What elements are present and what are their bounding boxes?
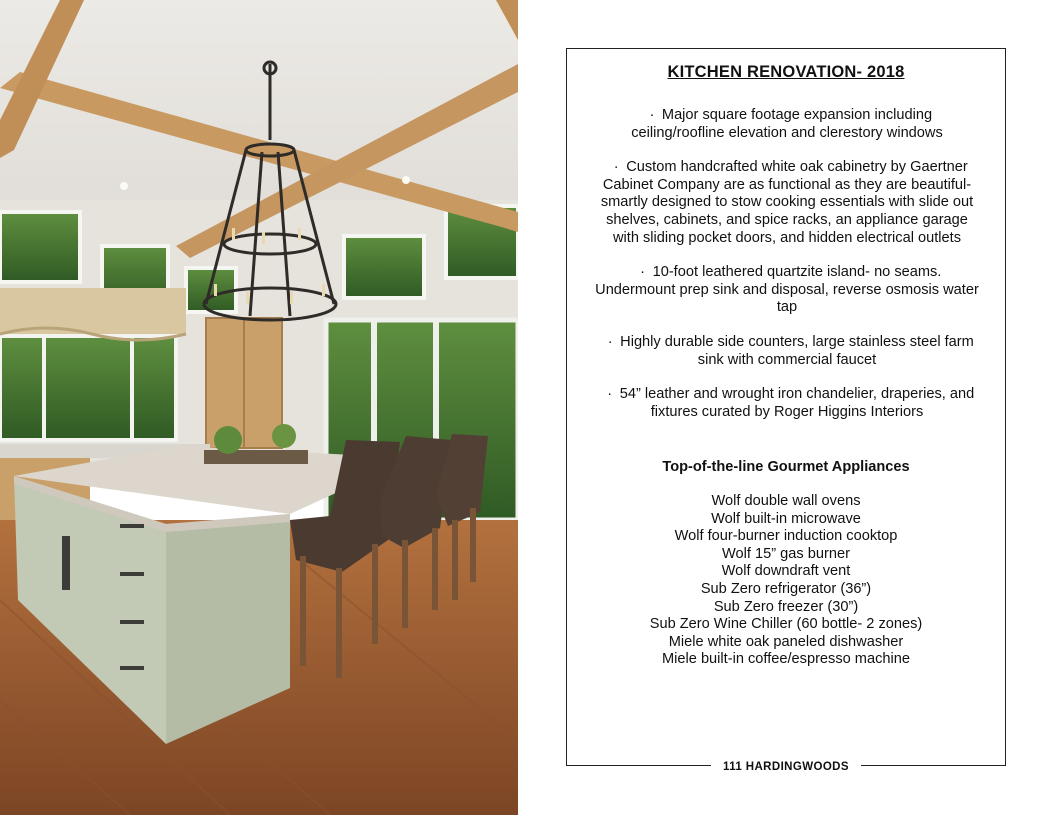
appliance-list <box>567 493 1005 669</box>
kitchen-photo <box>0 0 518 815</box>
appliance-item: Miele built-in coffee/espresso machine <box>662 651 910 668</box>
feature-item <box>595 159 979 247</box>
feature-item <box>595 334 979 369</box>
appliances-heading: Top-of-the-line Gourmet Appliances <box>662 459 910 475</box>
feature-item <box>595 386 979 421</box>
appliance-item: Wolf four-burner induction cooktop <box>674 528 898 545</box>
appliance-item: Sub Zero refrigerator (36”) <box>700 580 872 597</box>
feature-item <box>595 107 979 142</box>
appliance-item: Sub Zero Wine Chiller (60 bottle- 2 zones) <box>649 616 923 633</box>
footer-address: 111 HARDINGWOODS <box>711 761 861 773</box>
feature-list <box>595 107 979 438</box>
renovation-panel <box>566 48 1006 773</box>
bullet-marker: · <box>607 333 613 350</box>
feature-text: Highly durable side counters, large stainless steel farm sink with commercial faucet <box>620 333 974 368</box>
bullet-marker: · <box>649 107 655 123</box>
page-title: KITCHEN RENOVATION- 2018 <box>667 63 905 81</box>
appliance-item: Wolf built-in microwave <box>711 510 861 527</box>
appliance-item: Wolf downdraft vent <box>721 563 851 580</box>
bullet-marker: · <box>613 159 619 176</box>
bullet-marker: · <box>640 264 646 281</box>
appliance-item: Wolf double wall ovens <box>711 493 861 509</box>
bullet-marker: · <box>607 386 613 403</box>
feature-text: 54” leather and wrought iron chandelier, draperies, and fixtures curated by Roger Higgins Interiors <box>619 386 975 420</box>
feature-text: 10-foot leathered quartzite island- no seams. Undermount prep sink and disposal, reverse osmosis water tap <box>595 264 979 316</box>
feature-text: Custom handcrafted white oak cabinetry by Gaertner Cabinet Company are as functional as they are beautiful- smartly designed to stow cooking essentials with slide out shelves, cabinets, and spice racks, an appliance garage with sliding pocket doors, and hidden electrical outlets <box>600 159 974 246</box>
feature-item <box>595 264 979 317</box>
footer <box>567 757 1005 775</box>
appliance-item: Sub Zero freezer (30”) <box>713 598 859 615</box>
appliance-item: Wolf 15” gas burner <box>722 545 850 562</box>
appliance-item: Miele white oak paneled dishwasher <box>668 633 904 650</box>
feature-text: Major square footage expansion including ceiling/roofline elevation and clerestory windows <box>631 107 943 141</box>
